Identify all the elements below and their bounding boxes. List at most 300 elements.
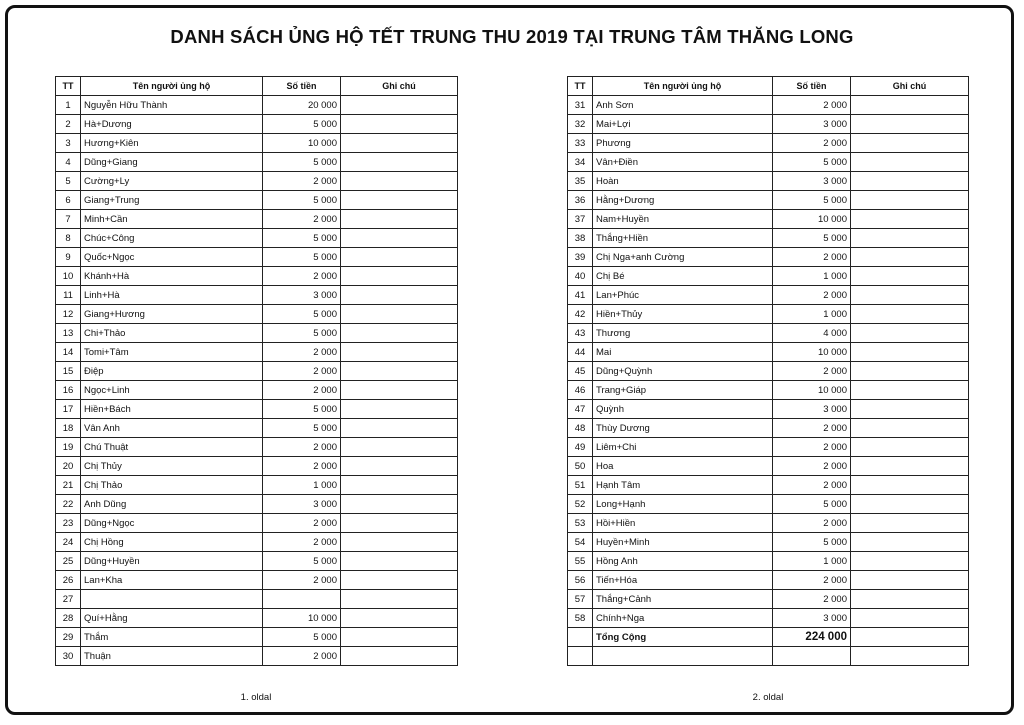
donation-amount: 5 000 <box>773 495 851 514</box>
donor-name <box>81 590 263 609</box>
note-cell <box>851 571 969 590</box>
donation-amount: 5 000 <box>263 305 341 324</box>
note-cell <box>341 533 458 552</box>
note-cell <box>341 286 458 305</box>
row-number: 36 <box>568 191 593 210</box>
row-number: 22 <box>56 495 81 514</box>
donation-amount: 5 000 <box>263 400 341 419</box>
note-cell <box>341 514 458 533</box>
donor-name: Quốc+Ngọc <box>81 248 263 267</box>
table-row <box>568 571 969 590</box>
note-cell <box>851 286 969 305</box>
donation-amount: 2 000 <box>773 514 851 533</box>
donation-amount: 2 000 <box>263 438 341 457</box>
row-number: 45 <box>568 362 593 381</box>
donation-table-right <box>567 76 969 666</box>
donor-name: Tiến+Hóa <box>593 571 773 590</box>
total-amount: 224 000 <box>773 628 851 647</box>
row-number: 34 <box>568 153 593 172</box>
donation-amount: 2 000 <box>773 134 851 153</box>
donation-amount: 2 000 <box>263 381 341 400</box>
donor-name: Liêm+Chi <box>593 438 773 457</box>
donation-amount: 2 000 <box>773 590 851 609</box>
row-number: 4 <box>56 153 81 172</box>
row-number: 1 <box>56 96 81 115</box>
donation-amount: 2 000 <box>263 647 341 666</box>
note-cell <box>851 362 969 381</box>
donor-name: Thuận <box>81 647 263 666</box>
donation-amount: 1 000 <box>773 267 851 286</box>
note-cell <box>851 438 969 457</box>
note-cell <box>341 438 458 457</box>
table-row <box>568 115 969 134</box>
donor-name: Lan+Kha <box>81 571 263 590</box>
donation-amount <box>263 590 341 609</box>
table-row <box>56 153 458 172</box>
table-row <box>568 438 969 457</box>
note-cell <box>851 343 969 362</box>
empty-cell <box>593 647 773 666</box>
note-cell <box>341 153 458 172</box>
row-number: 30 <box>56 647 81 666</box>
table-row <box>56 343 458 362</box>
donor-name: Chị Bé <box>593 267 773 286</box>
row-number: 21 <box>56 476 81 495</box>
donor-name: Trang+Giáp <box>593 381 773 400</box>
row-number: 18 <box>56 419 81 438</box>
donor-name: Hoa <box>593 457 773 476</box>
table-row <box>568 495 969 514</box>
note-cell <box>851 476 969 495</box>
donation-amount: 2 000 <box>263 343 341 362</box>
note-cell <box>851 495 969 514</box>
note-cell <box>851 533 969 552</box>
row-number: 16 <box>56 381 81 400</box>
row-number: 35 <box>568 172 593 191</box>
row-number: 2 <box>56 115 81 134</box>
note-cell <box>851 210 969 229</box>
donation-amount: 2 000 <box>263 514 341 533</box>
donation-amount: 5 000 <box>263 552 341 571</box>
donor-name: Quỳnh <box>593 400 773 419</box>
row-number: 44 <box>568 343 593 362</box>
table-row <box>568 609 969 628</box>
table-row <box>56 210 458 229</box>
note-cell <box>851 628 969 647</box>
donation-amount: 3 000 <box>263 495 341 514</box>
table-row <box>568 267 969 286</box>
donor-name: Hồng Anh <box>593 552 773 571</box>
donation-amount: 2 000 <box>773 419 851 438</box>
table-row <box>568 381 969 400</box>
donor-name: Hằng+Dương <box>593 191 773 210</box>
donor-name: Vân Anh <box>81 419 263 438</box>
table-row <box>56 248 458 267</box>
donor-name: Anh Sơn <box>593 96 773 115</box>
table-header-row <box>568 77 969 96</box>
page-number-left: 1. oldal <box>240 692 272 703</box>
donation-amount: 3 000 <box>263 286 341 305</box>
note-cell <box>851 305 969 324</box>
donor-name: Giang+Hương <box>81 305 263 324</box>
table-row <box>568 476 969 495</box>
total-row <box>568 628 969 647</box>
note-cell <box>341 419 458 438</box>
table-row <box>56 96 458 115</box>
row-number: 9 <box>56 248 81 267</box>
header-note: Ghi chú <box>851 77 969 96</box>
donor-name: Thắng+Cảnh <box>593 590 773 609</box>
table-row <box>568 286 969 305</box>
row-number: 46 <box>568 381 593 400</box>
total-label: Tổng Cộng <box>593 628 773 647</box>
note-cell <box>851 134 969 153</box>
table-row <box>56 286 458 305</box>
donation-amount: 5 000 <box>773 153 851 172</box>
row-number: 42 <box>568 305 593 324</box>
row-number: 51 <box>568 476 593 495</box>
donor-name: Hồi+Hiền <box>593 514 773 533</box>
table-row <box>56 571 458 590</box>
donor-name: Khánh+Hà <box>81 267 263 286</box>
donor-name: Nam+Huyền <box>593 210 773 229</box>
row-number: 20 <box>56 457 81 476</box>
table-row <box>56 267 458 286</box>
donation-amount: 10 000 <box>263 134 341 153</box>
donor-name: Hoàn <box>593 172 773 191</box>
donor-name: Ngọc+Linh <box>81 381 263 400</box>
donation-amount: 2 000 <box>773 476 851 495</box>
empty-cell <box>773 647 851 666</box>
donor-name: Lan+Phúc <box>593 286 773 305</box>
note-cell <box>851 96 969 115</box>
empty-cell <box>851 647 969 666</box>
row-number: 17 <box>56 400 81 419</box>
note-cell <box>851 381 969 400</box>
row-number: 3 <box>56 134 81 153</box>
donation-amount: 3 000 <box>773 609 851 628</box>
donation-amount: 5 000 <box>263 248 341 267</box>
note-cell <box>341 362 458 381</box>
table-row <box>56 476 458 495</box>
note-cell <box>851 153 969 172</box>
note-cell <box>341 343 458 362</box>
table-row <box>568 134 969 153</box>
note-cell <box>341 229 458 248</box>
donation-amount: 1 000 <box>263 476 341 495</box>
donation-amount: 3 000 <box>773 172 851 191</box>
donor-name: Dũng+Huyền <box>81 552 263 571</box>
row-number: 57 <box>568 590 593 609</box>
table-row <box>56 628 458 647</box>
donation-amount: 10 000 <box>263 609 341 628</box>
table-row <box>568 210 969 229</box>
row-number: 33 <box>568 134 593 153</box>
row-number: 19 <box>56 438 81 457</box>
donation-amount: 2 000 <box>263 172 341 191</box>
note-cell <box>341 191 458 210</box>
header-tt: TT <box>56 77 81 96</box>
table-row <box>56 533 458 552</box>
donation-amount: 1 000 <box>773 305 851 324</box>
donation-amount: 10 000 <box>773 343 851 362</box>
row-number: 12 <box>56 305 81 324</box>
note-cell <box>851 248 969 267</box>
row-number: 28 <box>56 609 81 628</box>
table-row <box>568 362 969 381</box>
row-number: 55 <box>568 552 593 571</box>
table-row <box>568 305 969 324</box>
table-row <box>568 191 969 210</box>
row-number: 11 <box>56 286 81 305</box>
donation-amount: 1 000 <box>773 552 851 571</box>
donation-amount: 2 000 <box>263 267 341 286</box>
row-number: 7 <box>56 210 81 229</box>
donation-amount: 5 000 <box>263 115 341 134</box>
note-cell <box>341 647 458 666</box>
table-row <box>568 457 969 476</box>
row-number: 31 <box>568 96 593 115</box>
note-cell <box>341 609 458 628</box>
donor-name: Thắng+Hiền <box>593 229 773 248</box>
donor-name: Nguyễn Hữu Thành <box>81 96 263 115</box>
donor-name: Chi+Thảo <box>81 324 263 343</box>
donation-amount: 10 000 <box>773 210 851 229</box>
row-number: 27 <box>56 590 81 609</box>
row-number: 13 <box>56 324 81 343</box>
row-number: 38 <box>568 229 593 248</box>
donor-name: Dũng+Ngọc <box>81 514 263 533</box>
donation-amount: 2 000 <box>263 210 341 229</box>
table-row <box>56 115 458 134</box>
row-number: 26 <box>56 571 81 590</box>
note-cell <box>341 172 458 191</box>
note-cell <box>341 495 458 514</box>
note-cell <box>851 172 969 191</box>
note-cell <box>851 229 969 248</box>
donation-amount: 5 000 <box>263 628 341 647</box>
donation-amount: 2 000 <box>263 457 341 476</box>
row-number: 29 <box>56 628 81 647</box>
header-note: Ghi chú <box>341 77 458 96</box>
table-row <box>568 419 969 438</box>
table-row <box>56 305 458 324</box>
note-cell <box>341 628 458 647</box>
page-number-right: 2. oldal <box>752 692 784 703</box>
row-number: 25 <box>56 552 81 571</box>
donor-name: Thắm <box>81 628 263 647</box>
donor-name: Minh+Cần <box>81 210 263 229</box>
row-number: 49 <box>568 438 593 457</box>
donation-amount: 2 000 <box>773 248 851 267</box>
donation-amount: 5 000 <box>263 229 341 248</box>
donation-amount: 2 000 <box>773 438 851 457</box>
donation-table-left <box>55 76 458 666</box>
page-title: DANH SÁCH ỦNG HỘ TẾT TRUNG THU 2019 TẠI TRUNG TÂM THĂNG LONG <box>170 26 854 47</box>
donor-name: Hiền+Thủy <box>593 305 773 324</box>
row-number: 47 <box>568 400 593 419</box>
donor-name: Hương+Kiên <box>81 134 263 153</box>
donation-amount: 2 000 <box>773 96 851 115</box>
donation-amount: 5 000 <box>773 533 851 552</box>
donation-amount: 2 000 <box>773 286 851 305</box>
table-row <box>568 324 969 343</box>
note-cell <box>851 400 969 419</box>
header-name: Tên người ủng hộ <box>593 77 773 96</box>
note-cell <box>851 419 969 438</box>
donor-name: Hiền+Bách <box>81 400 263 419</box>
donation-amount: 5 000 <box>263 419 341 438</box>
note-cell <box>341 590 458 609</box>
donor-name: Mai+Lợi <box>593 115 773 134</box>
note-cell <box>341 96 458 115</box>
note-cell <box>851 552 969 571</box>
donation-amount: 5 000 <box>773 191 851 210</box>
donor-name: Điệp <box>81 362 263 381</box>
row-number: 58 <box>568 609 593 628</box>
empty-cell <box>568 647 593 666</box>
donor-name: Tomi+Tâm <box>81 343 263 362</box>
total-tt-cell <box>568 628 593 647</box>
table-row <box>568 590 969 609</box>
table-row <box>56 400 458 419</box>
table-row <box>568 248 969 267</box>
note-cell <box>341 134 458 153</box>
row-number: 24 <box>56 533 81 552</box>
row-number: 10 <box>56 267 81 286</box>
note-cell <box>341 115 458 134</box>
header-amount: Số tiền <box>773 77 851 96</box>
table-row <box>56 191 458 210</box>
donation-amount: 4 000 <box>773 324 851 343</box>
table-row <box>56 419 458 438</box>
donor-name: Linh+Hà <box>81 286 263 305</box>
donation-amount: 5 000 <box>263 191 341 210</box>
table-row <box>56 324 458 343</box>
note-cell <box>851 457 969 476</box>
row-number: 53 <box>568 514 593 533</box>
donor-name: Chú Thuật <box>81 438 263 457</box>
row-number: 39 <box>568 248 593 267</box>
row-number: 52 <box>568 495 593 514</box>
row-number: 40 <box>568 267 593 286</box>
note-cell <box>341 248 458 267</box>
table-row <box>568 153 969 172</box>
table-row <box>568 343 969 362</box>
donation-amount: 2 000 <box>773 362 851 381</box>
table-row <box>56 457 458 476</box>
table-row <box>568 400 969 419</box>
table-row <box>568 552 969 571</box>
donor-name: Dũng+Giang <box>81 153 263 172</box>
donor-name: Hạnh Tâm <box>593 476 773 495</box>
table-row <box>56 229 458 248</box>
donor-name: Chị Thảo <box>81 476 263 495</box>
row-number: 43 <box>568 324 593 343</box>
row-number: 56 <box>568 571 593 590</box>
donor-name: Hà+Dương <box>81 115 263 134</box>
note-cell <box>341 476 458 495</box>
donor-name: Thùy Dương <box>593 419 773 438</box>
donation-amount: 2 000 <box>263 362 341 381</box>
note-cell <box>851 324 969 343</box>
row-number: 41 <box>568 286 593 305</box>
note-cell <box>341 400 458 419</box>
row-number: 54 <box>568 533 593 552</box>
note-cell <box>851 191 969 210</box>
donation-amount: 3 000 <box>773 115 851 134</box>
donor-name: Chính+Nga <box>593 609 773 628</box>
note-cell <box>851 115 969 134</box>
donor-name: Cường+Ly <box>81 172 263 191</box>
donation-amount: 5 000 <box>263 324 341 343</box>
table-row <box>568 96 969 115</box>
donation-amount: 20 000 <box>263 96 341 115</box>
row-number: 48 <box>568 419 593 438</box>
donation-amount: 5 000 <box>263 153 341 172</box>
table-row <box>56 590 458 609</box>
row-number: 37 <box>568 210 593 229</box>
row-number: 32 <box>568 115 593 134</box>
donor-name: Chị Thủy <box>81 457 263 476</box>
donor-name: Chúc+Công <box>81 229 263 248</box>
donor-name: Huyền+Minh <box>593 533 773 552</box>
row-number: 5 <box>56 172 81 191</box>
donor-name: Chị Nga+anh Cường <box>593 248 773 267</box>
donor-name: Dũng+Quỳnh <box>593 362 773 381</box>
note-cell <box>851 267 969 286</box>
note-cell <box>341 552 458 571</box>
donor-name: Mai <box>593 343 773 362</box>
table-header-row <box>56 77 458 96</box>
header-name: Tên người ủng hộ <box>81 77 263 96</box>
note-cell <box>341 210 458 229</box>
table-row <box>56 495 458 514</box>
table-row <box>56 172 458 191</box>
table-row <box>568 229 969 248</box>
table-row <box>568 514 969 533</box>
table-row <box>56 438 458 457</box>
empty-row <box>568 647 969 666</box>
donor-name: Anh Dũng <box>81 495 263 514</box>
table-row <box>56 552 458 571</box>
row-number: 6 <box>56 191 81 210</box>
donor-name: Long+Hạnh <box>593 495 773 514</box>
note-cell <box>341 381 458 400</box>
donation-amount: 3 000 <box>773 400 851 419</box>
row-number: 23 <box>56 514 81 533</box>
donation-amount: 2 000 <box>773 571 851 590</box>
donor-name: Vân+Điền <box>593 153 773 172</box>
donor-name: Chị Hồng <box>81 533 263 552</box>
note-cell <box>851 514 969 533</box>
table-row <box>56 134 458 153</box>
row-number: 50 <box>568 457 593 476</box>
note-cell <box>341 457 458 476</box>
donor-name: Quí+Hằng <box>81 609 263 628</box>
donor-name: Thương <box>593 324 773 343</box>
table-row <box>56 647 458 666</box>
donor-name: Phương <box>593 134 773 153</box>
header-tt: TT <box>568 77 593 96</box>
table-row <box>56 514 458 533</box>
donation-amount: 2 000 <box>263 571 341 590</box>
note-cell <box>341 324 458 343</box>
donation-amount: 2 000 <box>263 533 341 552</box>
note-cell <box>341 571 458 590</box>
header-amount: Số tiền <box>263 77 341 96</box>
donor-name: Giang+Trung <box>81 191 263 210</box>
